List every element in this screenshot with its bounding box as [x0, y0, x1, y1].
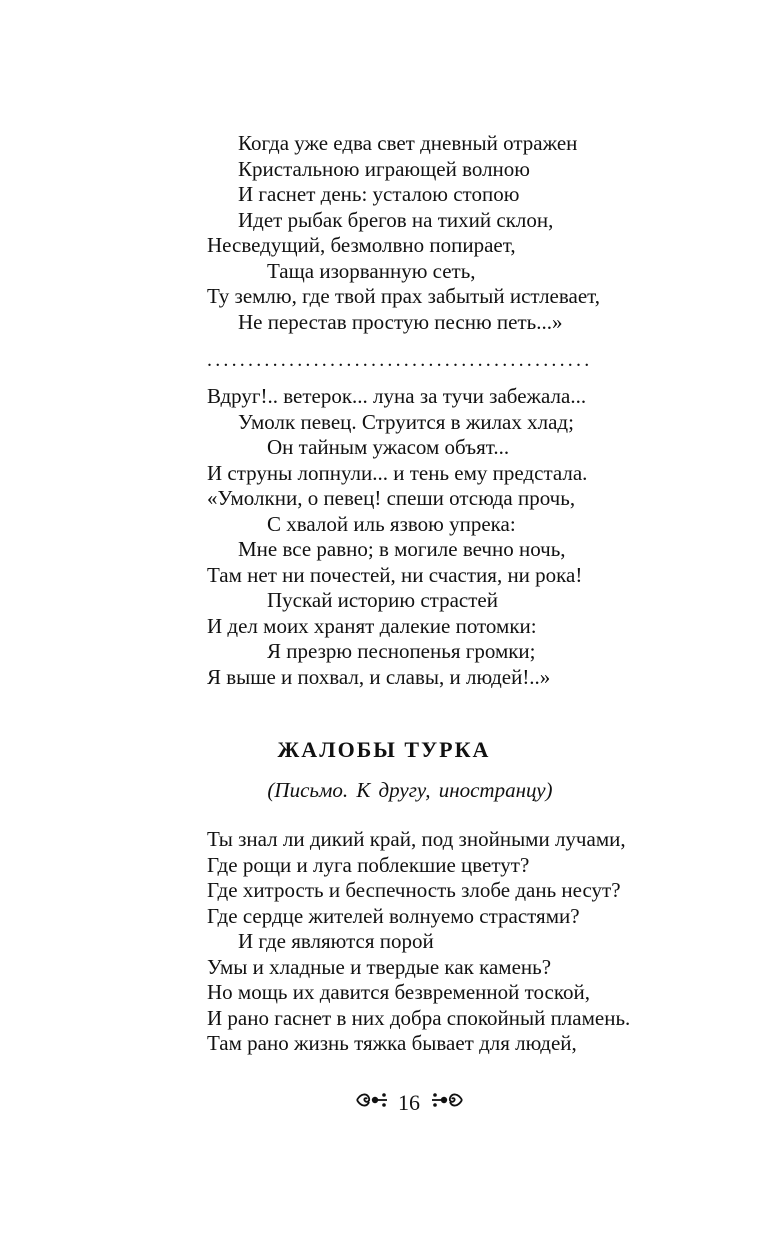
- verse-line: Несведущий, безмолвно попирает,: [207, 233, 516, 257]
- verse-line: Не перестав простую песню петь...»: [238, 309, 563, 334]
- verse-line: Кристальною играющей волною: [238, 156, 530, 181]
- verse-line: Он тайным ужасом объят...: [267, 435, 510, 459]
- verse-line: И дел моих хранят далекие потомки:: [207, 613, 537, 638]
- verse-line: Пускай историю страстей: [267, 588, 498, 612]
- verse-line: Где сердце жителей волнуемо страстями?: [207, 903, 580, 928]
- verse-line: Умы и хладные и твердые как камень?: [207, 954, 552, 979]
- poem-title: ЖАЛОБЫ ТУРКА: [277, 737, 491, 762]
- verse-line: Ты знал ли дикий край, под знойными лучами,: [207, 827, 626, 851]
- ellipsis-separator: ...............................................: [207, 349, 593, 371]
- verse-line: Когда уже едва свет дневный отражен: [238, 131, 578, 155]
- stanza-1: [207, 131, 687, 335]
- poem-subtitle: (Письмо. К другу, иностранцу): [267, 778, 553, 802]
- verse-line: «Умолкни, о певец! спеши отсюда прочь,: [207, 486, 576, 510]
- verse-line: Умолк певец. Струится в жилах хлад;: [238, 409, 574, 434]
- fleuron-icon: [430, 1090, 464, 1116]
- verse-line: Где рощи и луга поблекшие цветут?: [207, 852, 530, 877]
- page-number: 16: [398, 1089, 420, 1115]
- verse-line: И гаснет день: усталою стопою: [238, 182, 520, 206]
- verse-line: Но мощь их давится безвременной тоской,: [207, 980, 590, 1004]
- verse-line: Ту землю, где твой прах забытый истлевает,: [207, 284, 601, 308]
- verse-line: Таща изорванную сеть,: [267, 258, 476, 283]
- verse-line: Мне все равно; в могиле вечно ночь,: [238, 537, 566, 561]
- verse-line: И где являются порой: [238, 929, 434, 953]
- verse-line: С хвалой иль язвою упрека:: [267, 511, 516, 536]
- verse-line: Где хитрость и беспечность злобе дань несут?: [207, 878, 621, 902]
- fleuron-icon: [355, 1090, 389, 1116]
- stanza-3: [207, 827, 687, 1057]
- verse-line: Вдруг!.. ветерок... луна за тучи забежала...: [207, 384, 587, 408]
- verse-line: Там нет ни почестей, ни счастия, ни рока!: [207, 562, 583, 587]
- verse-line: Идет рыбак брегов на тихий склон,: [238, 207, 554, 232]
- verse-line: Я презрю песнопенья громки;: [267, 639, 536, 663]
- verse-line: И рано гаснет в них добра спокойный пламень.: [207, 1005, 631, 1030]
- verse-line: Там рано жизнь тяжка бывает для людей,: [207, 1031, 577, 1055]
- verse-line: И струны лопнули... и тень ему предстала.: [207, 460, 588, 485]
- page-footer: [0, 1088, 768, 1116]
- stanza-2: [207, 384, 687, 690]
- verse-line: Я выше и похвал, и славы, и людей!..»: [207, 664, 551, 689]
